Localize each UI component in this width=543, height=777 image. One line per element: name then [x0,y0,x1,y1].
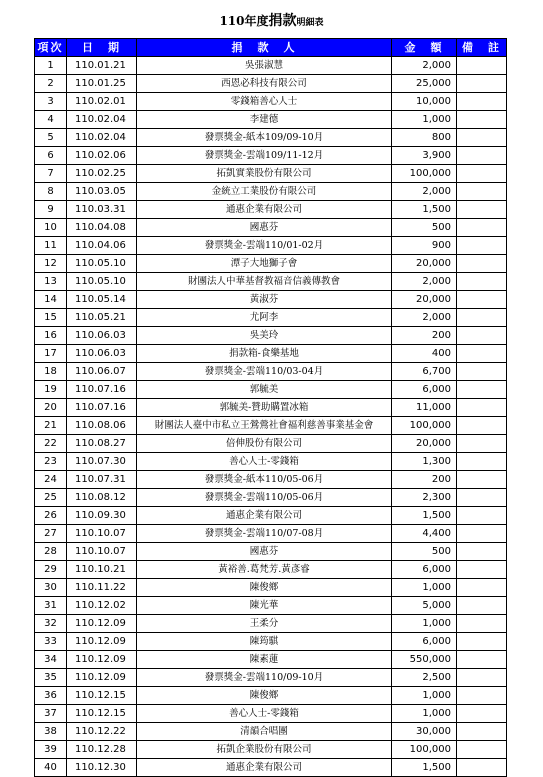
row-donor: 國惠芬 [137,219,392,237]
row-amount: 800 [392,129,457,147]
row-date: 110.02.06 [67,147,137,165]
row-index: 22 [35,435,67,453]
row-date: 110.11.22 [67,579,137,597]
row-note [457,561,507,579]
row-index: 23 [35,453,67,471]
row-donor: 通惠企業有限公司 [137,507,392,525]
row-note [457,201,507,219]
row-index: 37 [35,705,67,723]
table-row [35,129,507,147]
row-amount: 6,700 [392,363,457,381]
row-donor: 發票獎金-雲端109/11-12月 [137,147,392,165]
table-row [35,237,507,255]
row-donor: 善心人士-零錢箱 [137,453,392,471]
row-note [457,363,507,381]
table-row [35,291,507,309]
row-donor: 發票獎金-雲端110/09-10月 [137,669,392,687]
row-date: 110.05.14 [67,291,137,309]
row-amount: 900 [392,237,457,255]
row-amount: 2,500 [392,669,457,687]
row-note [457,75,507,93]
row-index: 30 [35,579,67,597]
row-amount: 20,000 [392,291,457,309]
row-date: 110.01.25 [67,75,137,93]
row-index: 40 [35,759,67,777]
row-index: 4 [35,111,67,129]
row-date: 110.04.08 [67,219,137,237]
row-amount: 2,000 [392,273,457,291]
row-date: 110.02.04 [67,129,137,147]
row-amount: 20,000 [392,255,457,273]
row-date: 110.12.09 [67,615,137,633]
row-index: 28 [35,543,67,561]
row-note [457,633,507,651]
table-row [35,723,507,741]
row-index: 36 [35,687,67,705]
table-row [35,201,507,219]
table-row [35,579,507,597]
row-amount: 3,900 [392,147,457,165]
table-row [35,633,507,651]
row-donor: 財團法人臺中市私立王鶯鶯社會福利慈善事業基金會 [137,417,392,435]
row-index: 38 [35,723,67,741]
row-date: 110.08.06 [67,417,137,435]
row-date: 110.08.27 [67,435,137,453]
row-date: 110.08.12 [67,489,137,507]
row-amount: 2,300 [392,489,457,507]
row-index: 31 [35,597,67,615]
row-donor: 陳素蓮 [137,651,392,669]
row-amount: 1,500 [392,759,457,777]
title-suffix: 明細表 [296,18,324,28]
row-note [457,291,507,309]
table-row [35,489,507,507]
row-note [457,453,507,471]
row-date: 110.12.28 [67,741,137,759]
row-donor: 發票獎金-雲端110/05-06月 [137,489,392,507]
header-donor: 捐 款 人 [137,39,392,57]
table-row [35,417,507,435]
row-date: 110.02.01 [67,93,137,111]
row-amount: 100,000 [392,165,457,183]
row-note [457,237,507,255]
row-date: 110.03.05 [67,183,137,201]
row-note [457,543,507,561]
table-row [35,435,507,453]
row-date: 110.06.03 [67,327,137,345]
table-row [35,345,507,363]
title-emphasis: 捐款 [268,13,297,29]
row-index: 18 [35,363,67,381]
row-note [457,381,507,399]
row-donor: 零錢箱善心人士 [137,93,392,111]
row-donor: 吳張淑慧 [137,57,392,75]
row-note [457,615,507,633]
header-note: 備 註 [457,39,507,57]
row-index: 35 [35,669,67,687]
row-note [457,345,507,363]
row-date: 110.07.30 [67,453,137,471]
table-row [35,165,507,183]
row-note [457,219,507,237]
table-row [35,651,507,669]
row-date: 110.01.21 [67,57,137,75]
row-donor: 陳俊鄉 [137,579,392,597]
row-date: 110.02.04 [67,111,137,129]
row-amount: 20,000 [392,435,457,453]
row-amount: 2,000 [392,57,457,75]
row-amount: 2,000 [392,309,457,327]
row-note [457,165,507,183]
row-note [457,741,507,759]
row-donor: 通惠企業有限公司 [137,759,392,777]
row-donor: 通惠企業有限公司 [137,201,392,219]
title-main: 110年度 [219,14,269,28]
row-amount: 400 [392,345,457,363]
row-index: 33 [35,633,67,651]
row-date: 110.12.15 [67,705,137,723]
row-date: 110.09.30 [67,507,137,525]
donation-table [34,38,507,777]
row-amount: 1,000 [392,579,457,597]
row-donor: 倍伸股份有限公司 [137,435,392,453]
table-row [35,93,507,111]
row-date: 110.07.31 [67,471,137,489]
row-index: 34 [35,651,67,669]
row-note [457,507,507,525]
table-row [35,687,507,705]
row-donor: 發票獎金-雲端110/03-04月 [137,363,392,381]
row-donor: 李建德 [137,111,392,129]
row-index: 27 [35,525,67,543]
row-note [457,435,507,453]
row-date: 110.12.09 [67,651,137,669]
row-date: 110.10.21 [67,561,137,579]
row-amount: 6,000 [392,381,457,399]
table-row [35,507,507,525]
table-row [35,309,507,327]
row-note [457,309,507,327]
row-donor: 發票獎金-雲端110/07-08月 [137,525,392,543]
table-header-row [35,39,507,57]
row-note [457,705,507,723]
row-amount: 10,000 [392,93,457,111]
row-donor: 清韻合唱團 [137,723,392,741]
row-note [457,273,507,291]
row-date: 110.10.07 [67,543,137,561]
row-index: 13 [35,273,67,291]
table-row [35,705,507,723]
row-donor: 陳俊鄉 [137,687,392,705]
row-note [457,417,507,435]
table-row [35,219,507,237]
row-donor: 陳光華 [137,597,392,615]
row-date: 110.12.22 [67,723,137,741]
row-donor: 黃淑芬 [137,291,392,309]
table-row [35,57,507,75]
page-title [0,14,543,30]
row-date: 110.05.10 [67,273,137,291]
row-date: 110.07.16 [67,399,137,417]
row-note [457,147,507,165]
table-row [35,669,507,687]
row-index: 39 [35,741,67,759]
table-row [35,453,507,471]
header-date: 日 期 [67,39,137,57]
row-donor: 吳美玲 [137,327,392,345]
header-index: 項次 [35,39,67,57]
row-note [457,471,507,489]
row-index: 26 [35,507,67,525]
row-index: 1 [35,57,67,75]
row-amount: 500 [392,543,457,561]
row-index: 32 [35,615,67,633]
table-row [35,255,507,273]
table-row [35,561,507,579]
table-row [35,111,507,129]
row-amount: 25,000 [392,75,457,93]
row-note [457,129,507,147]
row-note [457,525,507,543]
row-amount: 1,000 [392,687,457,705]
table-row [35,75,507,93]
row-donor: 陳筠騏 [137,633,392,651]
row-donor: 尤阿李 [137,309,392,327]
row-index: 5 [35,129,67,147]
table-row [35,363,507,381]
row-index: 15 [35,309,67,327]
row-date: 110.05.10 [67,255,137,273]
row-index: 21 [35,417,67,435]
row-donor: 黃裕善.葛梵芳.黃彥睿 [137,561,392,579]
row-note [457,255,507,273]
row-amount: 6,000 [392,633,457,651]
row-note [457,327,507,345]
row-index: 24 [35,471,67,489]
row-date: 110.12.15 [67,687,137,705]
row-index: 14 [35,291,67,309]
row-note [457,399,507,417]
header-amount: 金 額 [392,39,457,57]
row-note [457,57,507,75]
row-index: 12 [35,255,67,273]
row-donor: 發票獎金-雲端110/01-02月 [137,237,392,255]
row-donor: 善心人士-零錢箱 [137,705,392,723]
table-row [35,525,507,543]
row-amount: 2,000 [392,183,457,201]
row-donor: 王柔分 [137,615,392,633]
row-index: 9 [35,201,67,219]
table-row [35,273,507,291]
row-amount: 5,000 [392,597,457,615]
row-index: 19 [35,381,67,399]
row-date: 110.10.07 [67,525,137,543]
table-row [35,327,507,345]
row-index: 17 [35,345,67,363]
table-row [35,381,507,399]
row-amount: 11,000 [392,399,457,417]
row-date: 110.07.16 [67,381,137,399]
row-date: 110.12.09 [67,669,137,687]
row-index: 25 [35,489,67,507]
row-note [457,687,507,705]
row-donor: 捐款箱-食樂基地 [137,345,392,363]
table-row [35,543,507,561]
row-amount: 4,400 [392,525,457,543]
row-donor: 西恩必科技有限公司 [137,75,392,93]
row-donor: 郭毓美 [137,381,392,399]
row-donor: 發票獎金-紙本109/09-10月 [137,129,392,147]
row-amount: 550,000 [392,651,457,669]
row-amount: 6,000 [392,561,457,579]
row-donor: 發票獎金-紙本110/05-06月 [137,471,392,489]
table-row [35,147,507,165]
row-note [457,579,507,597]
row-index: 7 [35,165,67,183]
row-index: 6 [35,147,67,165]
table-body [35,57,507,777]
table-row [35,597,507,615]
row-index: 11 [35,237,67,255]
row-amount: 100,000 [392,741,457,759]
row-note [457,669,507,687]
row-note [457,489,507,507]
row-amount: 200 [392,471,457,489]
row-amount: 200 [392,327,457,345]
row-donor: 拓凱企業股份有限公司 [137,741,392,759]
row-donor: 國惠芬 [137,543,392,561]
row-date: 110.04.06 [67,237,137,255]
table-row [35,741,507,759]
row-amount: 1,000 [392,111,457,129]
row-note [457,597,507,615]
row-note [457,723,507,741]
row-amount: 500 [392,219,457,237]
row-date: 110.06.03 [67,345,137,363]
row-donor: 拓凱實業股份有限公司 [137,165,392,183]
table-row [35,615,507,633]
row-amount: 1,500 [392,507,457,525]
row-date: 110.02.25 [67,165,137,183]
table-row [35,471,507,489]
row-date: 110.12.09 [67,633,137,651]
row-date: 110.06.07 [67,363,137,381]
row-index: 2 [35,75,67,93]
row-note [457,111,507,129]
row-index: 10 [35,219,67,237]
row-amount: 100,000 [392,417,457,435]
row-amount: 1,000 [392,615,457,633]
row-donor: 郭毓美-贊助購置冰箱 [137,399,392,417]
row-index: 3 [35,93,67,111]
table-row [35,399,507,417]
row-note [457,183,507,201]
row-amount: 30,000 [392,723,457,741]
row-amount: 1,000 [392,705,457,723]
row-date: 110.12.30 [67,759,137,777]
row-amount: 1,500 [392,201,457,219]
row-index: 20 [35,399,67,417]
row-index: 8 [35,183,67,201]
row-donor: 金統立工業股份有限公司 [137,183,392,201]
row-donor: 財團法人中華基督教福音信義傳教會 [137,273,392,291]
row-index: 29 [35,561,67,579]
row-date: 110.05.21 [67,309,137,327]
table-row [35,183,507,201]
row-index: 16 [35,327,67,345]
row-date: 110.12.02 [67,597,137,615]
row-donor: 潭子大地獅子會 [137,255,392,273]
row-note [457,651,507,669]
row-note [457,93,507,111]
row-date: 110.03.31 [67,201,137,219]
row-amount: 1,300 [392,453,457,471]
